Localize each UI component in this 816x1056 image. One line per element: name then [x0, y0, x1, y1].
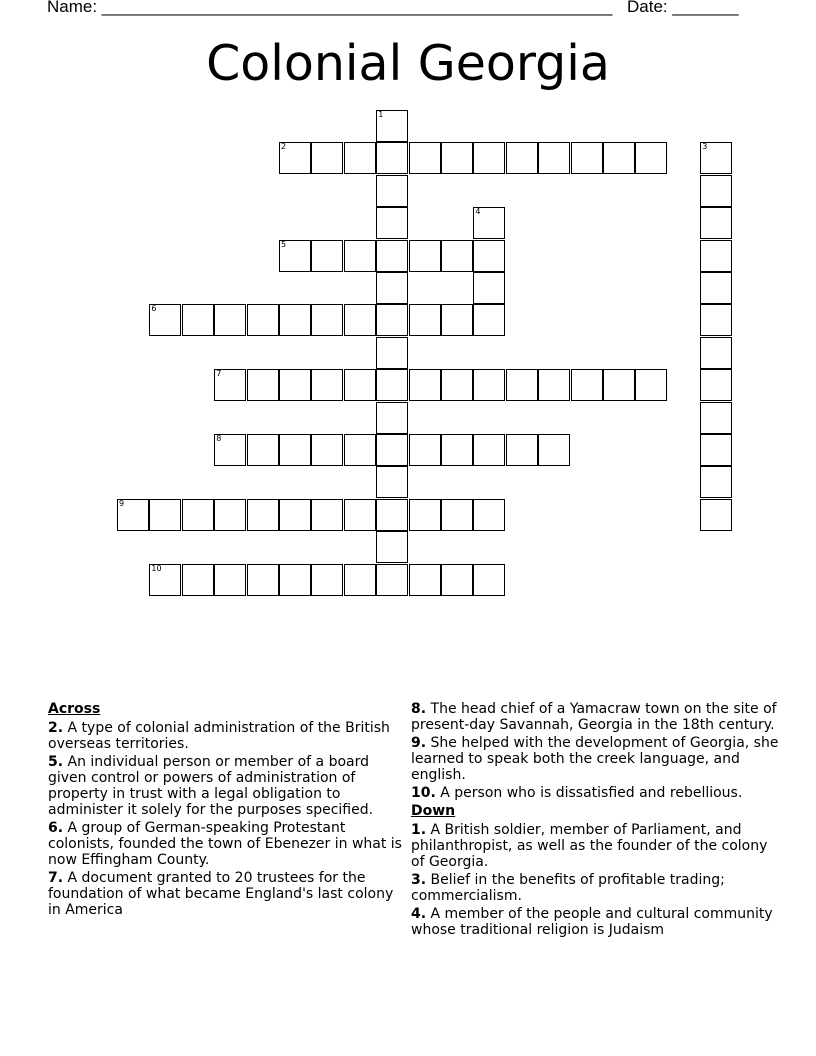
crossword-cell[interactable] — [247, 434, 279, 466]
crossword-cell[interactable] — [441, 434, 473, 466]
crossword-cell[interactable] — [376, 175, 408, 207]
crossword-cell[interactable] — [538, 369, 570, 401]
clue-number-label: 1 — [378, 110, 384, 119]
crossword-cell[interactable] — [441, 304, 473, 336]
crossword-cell[interactable] — [700, 434, 732, 466]
clue-number-label: 7 — [216, 369, 222, 379]
crossword-cell[interactable] — [700, 175, 732, 207]
crossword-cell[interactable] — [700, 369, 732, 401]
clue-text: A person who is dissatisfied and rebellious. — [440, 785, 743, 801]
crossword-cell[interactable] — [279, 369, 311, 401]
crossword-cell[interactable] — [473, 499, 505, 531]
crossword-cell[interactable] — [376, 531, 408, 563]
clue-number: 6. — [48, 820, 64, 836]
clue-number: 2. — [48, 720, 64, 736]
crossword-cell[interactable] — [473, 240, 505, 272]
clue-across-10 — [411, 785, 781, 801]
crossword-cell[interactable] — [376, 272, 408, 304]
across-heading: Across — [48, 701, 101, 717]
crossword-cell[interactable] — [473, 142, 505, 174]
crossword-cell[interactable] — [117, 499, 149, 531]
clue-number: 3. — [411, 872, 427, 888]
clue-number: 8. — [411, 701, 427, 717]
crossword-cell[interactable] — [700, 272, 732, 304]
crossword-cell[interactable] — [311, 240, 343, 272]
clue-number: 7. — [48, 870, 64, 886]
crossword-cell[interactable] — [344, 240, 376, 272]
clue-number: 5. — [48, 754, 64, 770]
crossword-cell[interactable] — [441, 240, 473, 272]
crossword-cell[interactable] — [376, 564, 408, 596]
crossword-cell[interactable] — [247, 499, 279, 531]
crossword-cell[interactable] — [214, 304, 246, 336]
crossword-cell[interactable] — [376, 337, 408, 369]
crossword-cell[interactable] — [376, 207, 408, 239]
crossword-cell[interactable] — [376, 369, 408, 401]
crossword-cell[interactable] — [311, 564, 343, 596]
clue-text: A member of the people and cultural community whose traditional religion is Judaism — [411, 906, 773, 938]
crossword-cell[interactable] — [311, 142, 343, 174]
crossword-cell[interactable] — [409, 499, 441, 531]
crossword-cell[interactable] — [182, 564, 214, 596]
clue-across-5 — [48, 754, 408, 818]
clue-text: A British soldier, member of Parliament, and philanthropist, as well as the founder of the colony of Georgia. — [411, 822, 768, 870]
crossword-cell[interactable] — [473, 207, 505, 239]
clue-number: 9. — [411, 735, 427, 751]
crossword-cell[interactable] — [279, 142, 311, 174]
crossword-cell[interactable] — [473, 369, 505, 401]
crossword-cell[interactable] — [603, 142, 635, 174]
crossword-cell[interactable] — [279, 499, 311, 531]
crossword-cell[interactable] — [441, 142, 473, 174]
clue-across-7 — [48, 870, 408, 918]
clues-right-column — [411, 701, 781, 940]
crossword-cell[interactable] — [376, 110, 408, 142]
crossword-cell[interactable] — [214, 499, 246, 531]
crossword-cell[interactable] — [409, 304, 441, 336]
crossword-cell[interactable] — [247, 304, 279, 336]
crossword-cell[interactable] — [182, 499, 214, 531]
clue-number-label: 4 — [475, 207, 481, 217]
clue-text: The head chief of a Yamacraw town on the site of present-day Savannah, Georgia in the 18th century. — [411, 701, 777, 733]
crossword-cell[interactable] — [571, 142, 603, 174]
crossword-cell[interactable] — [279, 564, 311, 596]
crossword-cell[interactable] — [506, 369, 538, 401]
clue-across-6 — [48, 820, 408, 868]
crossword-cell[interactable] — [311, 434, 343, 466]
crossword-cell[interactable] — [149, 564, 181, 596]
crossword-cell[interactable] — [344, 304, 376, 336]
crossword-cell[interactable] — [376, 304, 408, 336]
crossword-cell[interactable] — [473, 272, 505, 304]
crossword-cell[interactable] — [214, 369, 246, 401]
crossword-cell[interactable] — [473, 434, 505, 466]
crossword-cell[interactable] — [247, 564, 279, 596]
clue-down-3 — [411, 872, 781, 904]
crossword-cell[interactable] — [700, 337, 732, 369]
crossword-cell[interactable] — [182, 304, 214, 336]
crossword-cell[interactable] — [571, 369, 603, 401]
clue-number: 1. — [411, 822, 427, 838]
crossword-cell[interactable] — [700, 304, 732, 336]
crossword-cell[interactable] — [700, 207, 732, 239]
crossword-cell[interactable] — [409, 240, 441, 272]
clue-text: A document granted to 20 trustees for the foundation of what became England's last colony in America — [48, 870, 394, 918]
crossword-cell[interactable] — [214, 434, 246, 466]
crossword-cell[interactable] — [376, 434, 408, 466]
clue-number: 10. — [411, 785, 436, 801]
clue-across-9 — [411, 735, 781, 783]
crossword-cell[interactable] — [376, 499, 408, 531]
crossword-cell[interactable] — [376, 240, 408, 272]
crossword-cell[interactable] — [700, 142, 732, 174]
clue-number-label: 6 — [151, 304, 157, 314]
crossword-cell[interactable] — [506, 434, 538, 466]
clue-down-4 — [411, 906, 781, 938]
clue-down-1 — [411, 822, 781, 870]
crossword-cell[interactable] — [149, 499, 181, 531]
clue-text: A group of German-speaking Protestant colonists, founded the town of Ebenezer in what is now Effingham County. — [48, 820, 402, 868]
date-field[interactable]: Date: _______ — [627, 0, 739, 16]
clue-text: A type of colonial administration of the British overseas territories. — [48, 720, 390, 752]
clue-number-label: 2 — [281, 142, 287, 152]
crossword-cell[interactable] — [409, 369, 441, 401]
clue-number-label: 5 — [281, 239, 287, 249]
crossword-cell[interactable] — [149, 304, 181, 336]
crossword-cell[interactable] — [506, 142, 538, 174]
crossword-cell[interactable] — [344, 564, 376, 596]
crossword-cell[interactable] — [247, 369, 279, 401]
clue-number: 4. — [411, 906, 427, 922]
down-heading: Down — [411, 803, 456, 819]
crossword-cell[interactable] — [603, 369, 635, 401]
crossword-cell[interactable] — [635, 142, 667, 174]
crossword-cell[interactable] — [409, 434, 441, 466]
clue-across-2 — [48, 720, 408, 752]
crossword-cell[interactable] — [214, 564, 246, 596]
crossword-cell[interactable] — [376, 142, 408, 174]
crossword-cell[interactable] — [409, 142, 441, 174]
crossword-cell[interactable] — [473, 564, 505, 596]
crossword-cell[interactable] — [635, 369, 667, 401]
crossword-cell[interactable] — [344, 434, 376, 466]
clue-text: An individual person or member of a board given control or powers of administration of property in trust with a legal obligation to administer it solely for the purposes specified. — [48, 754, 374, 818]
crossword-cell[interactable] — [538, 434, 570, 466]
clue-number-label: 8 — [216, 434, 222, 443]
crossword-cell[interactable] — [376, 466, 408, 498]
crossword-cell[interactable] — [441, 369, 473, 401]
crossword-cell[interactable] — [311, 304, 343, 336]
clue-number-label: 10 — [151, 563, 162, 573]
crossword-cell[interactable] — [279, 434, 311, 466]
crossword-cell[interactable] — [441, 564, 473, 596]
crossword-cell[interactable] — [344, 369, 376, 401]
crossword-cell[interactable] — [538, 142, 570, 174]
crossword-cell[interactable] — [700, 466, 732, 498]
crossword-cell[interactable] — [279, 240, 311, 272]
crossword-cell[interactable] — [344, 499, 376, 531]
crossword-cell[interactable] — [441, 499, 473, 531]
crossword-cell[interactable] — [700, 402, 732, 434]
clues-left-column — [48, 701, 408, 920]
crossword-cell[interactable] — [473, 304, 505, 336]
clue-across-8 — [411, 701, 781, 733]
crossword-cell[interactable] — [311, 499, 343, 531]
crossword-cell[interactable] — [376, 402, 408, 434]
page-title: Colonial Georgia — [206, 35, 610, 92]
name-field[interactable]: Name: ______________________________________________________ — [47, 0, 613, 16]
clue-number-label: 9 — [119, 498, 125, 508]
crossword-cell[interactable] — [344, 142, 376, 174]
clue-number-label: 3 — [702, 142, 708, 152]
clue-text: Belief in the benefits of profitable trading; commercialism. — [411, 872, 725, 904]
crossword-cell[interactable] — [279, 304, 311, 336]
crossword-cell[interactable] — [311, 369, 343, 401]
crossword-cell[interactable] — [700, 240, 732, 272]
crossword-cell[interactable] — [409, 564, 441, 596]
clue-text: She helped with the development of Georgia, she learned to speak both the creek language, and english. — [411, 735, 779, 783]
crossword-cell[interactable] — [700, 499, 732, 531]
